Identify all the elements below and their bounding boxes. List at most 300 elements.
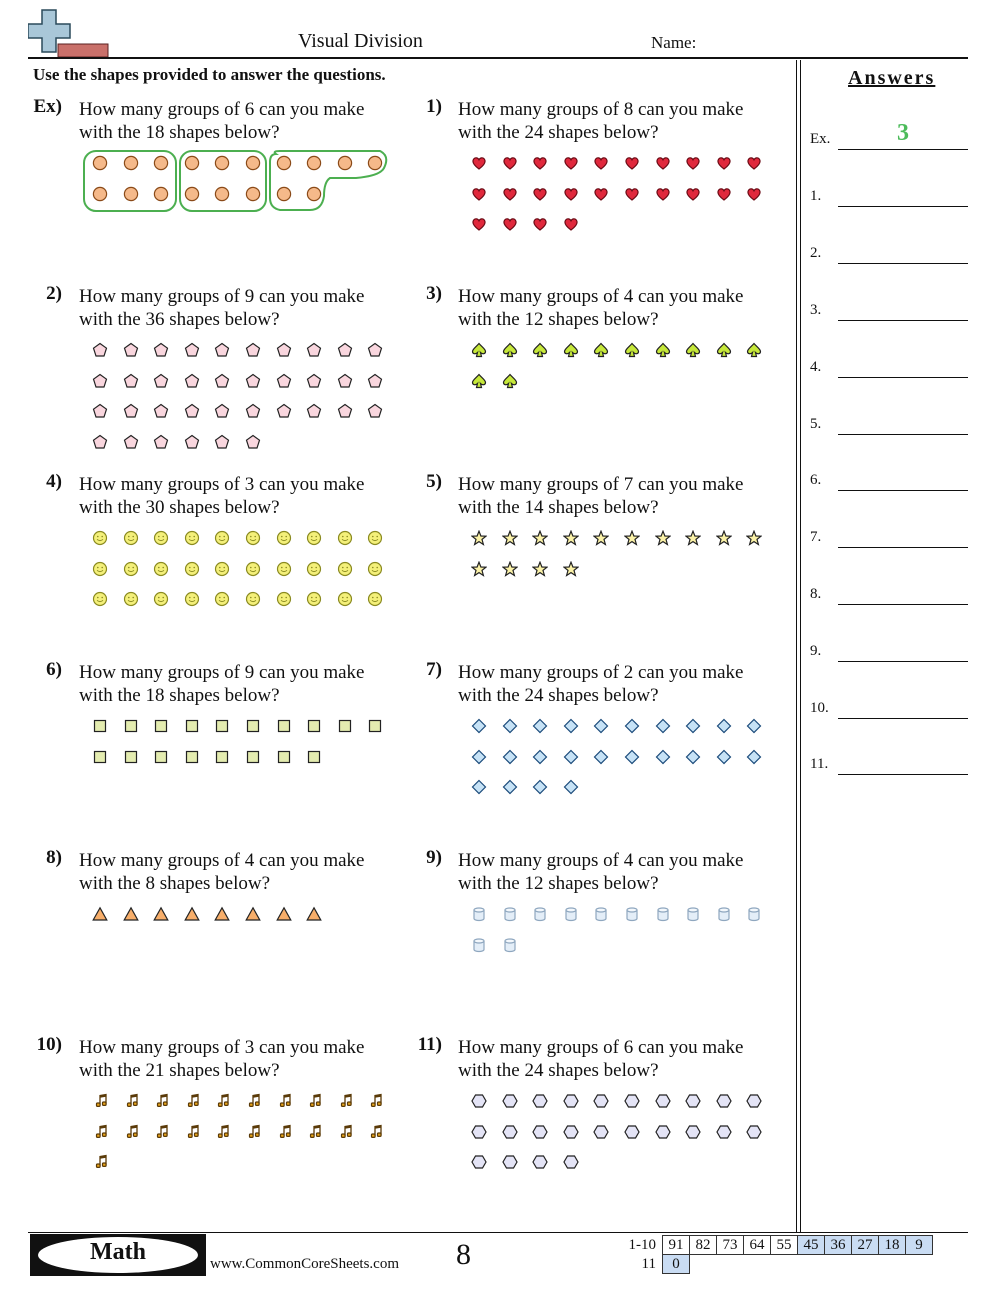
spade-icon — [502, 342, 518, 363]
pentagon-icon — [153, 373, 169, 394]
diamond-icon — [563, 749, 579, 770]
heart-icon — [532, 186, 548, 207]
heart-icon — [746, 155, 762, 176]
smiley-icon — [184, 591, 200, 612]
pentagon-icon — [367, 373, 383, 394]
heart-icon — [532, 155, 548, 176]
smiley-icon — [276, 591, 292, 612]
key-row-1 — [596, 1236, 933, 1255]
answer-field[interactable] — [838, 490, 968, 491]
answer-row — [810, 575, 968, 605]
star-icon — [502, 561, 518, 582]
note-icon — [337, 1093, 353, 1114]
logo — [28, 8, 112, 60]
heart-icon — [563, 216, 579, 237]
spade-icon — [685, 342, 701, 363]
question-line-1: How many groups of 3 can you make — [79, 1037, 365, 1058]
heart-icon — [716, 186, 732, 207]
square-icon — [214, 718, 230, 739]
star-icon — [471, 561, 487, 582]
question-line-2: with the 24 shapes below? — [458, 122, 659, 143]
star-icon — [532, 561, 548, 582]
question-text — [458, 473, 778, 519]
hexagon-icon — [471, 1093, 487, 1114]
question-line-2: with the 30 shapes below? — [79, 497, 280, 518]
pentagon-icon — [367, 342, 383, 363]
heart-icon — [502, 155, 518, 176]
hexagon-icon — [593, 1124, 609, 1145]
diamond-icon — [502, 749, 518, 770]
key-row-2-label: 11 — [641, 1255, 656, 1272]
question-line-2: with the 24 shapes below? — [458, 1060, 659, 1081]
diamond-icon — [471, 749, 487, 770]
smiley-icon — [245, 591, 261, 612]
footer-url: www.CommonCoreSheets.com — [210, 1256, 400, 1272]
question-text — [79, 98, 399, 144]
question-line-2: with the 36 shapes below? — [79, 309, 280, 330]
question-text — [458, 98, 778, 144]
smiley-icon — [153, 561, 169, 582]
diamond-icon — [563, 779, 579, 800]
pentagon-icon — [337, 342, 353, 363]
hexagon-icon — [563, 1124, 579, 1145]
diamond-icon — [685, 749, 701, 770]
smiley-icon — [92, 530, 108, 551]
smiley-icon — [92, 561, 108, 582]
note-icon — [153, 1093, 169, 1114]
smiley-icon — [276, 530, 292, 551]
heart-icon — [471, 216, 487, 237]
spade-icon — [624, 342, 640, 363]
answer-label: 8. — [810, 586, 822, 602]
square-icon — [184, 718, 200, 739]
instructions: Use the shapes provided to answer the questions. — [33, 65, 386, 84]
key-cell: 55 — [771, 1236, 798, 1255]
square-icon — [337, 718, 353, 739]
question-line-1: How many groups of 7 can you make — [458, 474, 744, 495]
answer-field[interactable] — [838, 206, 968, 207]
diamond-icon — [502, 718, 518, 739]
answer-row — [810, 518, 968, 548]
heart-icon — [716, 155, 732, 176]
footer-rule — [28, 1232, 968, 1233]
page-number: 8 — [456, 1238, 471, 1271]
pentagon-icon — [92, 434, 108, 455]
pentagon-icon — [184, 434, 200, 455]
answer-field[interactable] — [838, 120, 968, 150]
question-text — [79, 849, 399, 895]
triangle-icon — [92, 906, 108, 927]
heart-icon — [685, 186, 701, 207]
spade-icon — [471, 342, 487, 363]
pentagon-icon — [276, 403, 292, 424]
triangle-icon — [123, 906, 139, 927]
pentagon-icon — [92, 403, 108, 424]
question-line-2: with the 12 shapes below? — [458, 873, 659, 894]
hexagon-icon — [532, 1154, 548, 1175]
square-icon — [184, 749, 200, 770]
answer-field[interactable] — [838, 547, 968, 548]
pentagon-icon — [184, 373, 200, 394]
question-line-2: with the 21 shapes below? — [79, 1060, 280, 1081]
diamond-icon — [624, 749, 640, 770]
answer-field[interactable] — [838, 377, 968, 378]
cylinder-icon — [685, 906, 701, 927]
square-icon — [153, 718, 169, 739]
question-line-1: How many groups of 3 can you make — [79, 474, 365, 495]
smiley-icon — [123, 530, 139, 551]
diamond-icon — [471, 718, 487, 739]
pentagon-icon — [92, 373, 108, 394]
answer-label: 5. — [810, 416, 822, 432]
answer-field[interactable] — [838, 604, 968, 605]
heart-icon — [502, 216, 518, 237]
pentagon-icon — [245, 403, 261, 424]
cylinder-icon — [502, 937, 518, 958]
question-line-1: How many groups of 6 can you make — [458, 1037, 744, 1058]
key-cell: 45 — [798, 1236, 825, 1255]
page-title: Visual Division — [298, 30, 423, 52]
question-text — [458, 285, 778, 331]
diamond-icon — [471, 779, 487, 800]
cylinder-icon — [532, 906, 548, 927]
note-icon — [184, 1093, 200, 1114]
smiley-icon — [123, 561, 139, 582]
smiley-icon — [306, 530, 322, 551]
spade-icon — [563, 342, 579, 363]
pentagon-icon — [306, 403, 322, 424]
star-icon — [746, 530, 762, 551]
key-cell: 18 — [879, 1236, 906, 1255]
hexagon-icon — [471, 1124, 487, 1145]
pentagon-icon — [123, 434, 139, 455]
answer-label: 2. — [810, 245, 822, 261]
diamond-icon — [532, 749, 548, 770]
question-line-2: with the 12 shapes below? — [458, 309, 659, 330]
answer-label: 1. — [810, 188, 822, 204]
pentagon-icon — [337, 403, 353, 424]
answer-label: 3. — [810, 302, 822, 318]
square-icon — [276, 718, 292, 739]
hexagon-icon — [624, 1124, 640, 1145]
star-icon — [685, 530, 701, 551]
key-cell: 73 — [717, 1236, 744, 1255]
question-number: Ex) — [33, 96, 62, 117]
heart-icon — [685, 155, 701, 176]
triangle-icon — [214, 906, 230, 927]
question-number: 6) — [46, 659, 62, 680]
hexagon-icon — [502, 1154, 518, 1175]
star-icon — [655, 530, 671, 551]
hexagon-icon — [502, 1124, 518, 1145]
hexagon-icon — [716, 1093, 732, 1114]
note-icon — [153, 1124, 169, 1145]
pentagon-icon — [367, 403, 383, 424]
key-cell: 0 — [663, 1255, 690, 1274]
answer-column-divider — [796, 60, 797, 1232]
spade-icon — [532, 342, 548, 363]
note-icon — [92, 1093, 108, 1114]
diamond-icon — [685, 718, 701, 739]
smiley-icon — [214, 591, 230, 612]
smiley-icon — [306, 591, 322, 612]
pentagon-icon — [214, 342, 230, 363]
square-icon — [123, 749, 139, 770]
square-icon — [92, 749, 108, 770]
question-line-2: with the 18 shapes below? — [79, 122, 280, 143]
header-rule — [28, 57, 968, 59]
answer-field[interactable] — [838, 434, 968, 435]
question-text — [79, 1036, 399, 1082]
star-icon — [471, 530, 487, 551]
answer-label: 11. — [810, 756, 829, 772]
diamond-icon — [716, 749, 732, 770]
answer-row — [810, 177, 968, 207]
question-line-2: with the 24 shapes below? — [458, 685, 659, 706]
answer-field[interactable] — [838, 774, 968, 775]
note-icon — [306, 1093, 322, 1114]
pentagon-icon — [306, 373, 322, 394]
cylinder-icon — [624, 906, 640, 927]
note-icon — [123, 1124, 139, 1145]
hexagon-icon — [685, 1124, 701, 1145]
hexagon-icon — [624, 1093, 640, 1114]
star-icon — [716, 530, 732, 551]
pentagon-icon — [214, 434, 230, 455]
hexagon-icon — [502, 1093, 518, 1114]
key-cell: 27 — [852, 1236, 879, 1255]
note-icon — [337, 1124, 353, 1145]
square-icon — [367, 718, 383, 739]
pentagon-icon — [184, 403, 200, 424]
name-label: Name: — [651, 33, 697, 52]
question-line-1: How many groups of 9 can you make — [79, 286, 365, 307]
example-group-outlines — [80, 148, 400, 218]
diamond-icon — [593, 718, 609, 739]
diamond-icon — [746, 749, 762, 770]
heart-icon — [471, 155, 487, 176]
key-cell: 64 — [744, 1236, 771, 1255]
question-line-2: with the 8 shapes below? — [79, 873, 271, 894]
hexagon-icon — [716, 1124, 732, 1145]
spade-icon — [593, 342, 609, 363]
hexagon-icon — [563, 1093, 579, 1114]
answer-field[interactable] — [838, 320, 968, 321]
answer-row — [810, 632, 968, 662]
answer-value: 3 — [897, 120, 909, 146]
question-number: 4) — [46, 471, 62, 492]
note-icon — [123, 1093, 139, 1114]
square-icon — [123, 718, 139, 739]
smiley-icon — [214, 561, 230, 582]
answer-field[interactable] — [838, 718, 968, 719]
pentagon-icon — [214, 403, 230, 424]
smiley-icon — [214, 530, 230, 551]
hexagon-icon — [746, 1124, 762, 1145]
answer-label: 4. — [810, 359, 822, 375]
hexagon-icon — [532, 1093, 548, 1114]
heart-icon — [563, 155, 579, 176]
heart-icon — [563, 186, 579, 207]
question-text — [79, 473, 399, 519]
question-number: 8) — [46, 847, 62, 868]
square-icon — [306, 749, 322, 770]
question-number: 7) — [426, 659, 442, 680]
answer-field[interactable] — [838, 263, 968, 264]
question-text — [79, 285, 399, 331]
smiley-icon — [92, 591, 108, 612]
smiley-icon — [184, 530, 200, 551]
cylinder-icon — [471, 906, 487, 927]
note-icon — [367, 1124, 383, 1145]
cylinder-icon — [716, 906, 732, 927]
math-badge-label: Math — [90, 1239, 146, 1265]
answer-row — [810, 348, 968, 378]
pentagon-icon — [123, 373, 139, 394]
diamond-icon — [502, 779, 518, 800]
heart-icon — [471, 186, 487, 207]
question-number: 11) — [417, 1034, 442, 1055]
diamond-icon — [655, 749, 671, 770]
question-number: 10) — [36, 1034, 62, 1055]
smiley-icon — [153, 591, 169, 612]
answer-label: 10. — [810, 700, 829, 716]
square-icon — [276, 749, 292, 770]
hexagon-icon — [471, 1154, 487, 1175]
smiley-icon — [337, 530, 353, 551]
answer-row — [810, 120, 968, 150]
question-number: 3) — [426, 283, 442, 304]
cylinder-icon — [502, 906, 518, 927]
smiley-icon — [367, 591, 383, 612]
note-icon — [214, 1093, 230, 1114]
note-icon — [306, 1124, 322, 1145]
triangle-icon — [245, 906, 261, 927]
hexagon-icon — [593, 1093, 609, 1114]
answer-label: 7. — [810, 529, 822, 545]
key-cell: 82 — [690, 1236, 717, 1255]
pentagon-icon — [306, 342, 322, 363]
cylinder-icon — [655, 906, 671, 927]
diamond-icon — [532, 718, 548, 739]
heart-icon — [593, 186, 609, 207]
key-row-1-label: 1-10 — [628, 1236, 656, 1253]
answer-row — [810, 745, 968, 775]
heart-icon — [502, 186, 518, 207]
smiley-icon — [276, 561, 292, 582]
star-icon — [502, 530, 518, 551]
heart-icon — [655, 186, 671, 207]
star-icon — [563, 561, 579, 582]
diamond-icon — [746, 718, 762, 739]
answer-label: 6. — [810, 472, 822, 488]
smiley-icon — [367, 561, 383, 582]
key-cell: 36 — [825, 1236, 852, 1255]
pentagon-icon — [123, 403, 139, 424]
note-icon — [276, 1093, 292, 1114]
answer-row — [810, 291, 968, 321]
hexagon-icon — [685, 1093, 701, 1114]
pentagon-icon — [92, 342, 108, 363]
square-icon — [153, 749, 169, 770]
question-line-2: with the 18 shapes below? — [79, 685, 280, 706]
smiley-icon — [153, 530, 169, 551]
diamond-icon — [655, 718, 671, 739]
smiley-icon — [245, 530, 261, 551]
diamond-icon — [563, 718, 579, 739]
pentagon-icon — [245, 373, 261, 394]
note-icon — [367, 1093, 383, 1114]
answers-title: Answers — [848, 67, 936, 89]
heart-icon — [746, 186, 762, 207]
answer-field[interactable] — [838, 661, 968, 662]
pentagon-icon — [153, 434, 169, 455]
hexagon-icon — [563, 1154, 579, 1175]
pentagon-icon — [245, 342, 261, 363]
question-text — [79, 661, 399, 707]
answer-row — [810, 405, 968, 435]
key-cell: 91 — [663, 1236, 690, 1255]
triangle-icon — [184, 906, 200, 927]
key-row-2 — [596, 1255, 933, 1274]
question-line-1: How many groups of 9 can you make — [79, 662, 365, 683]
question-line-1: How many groups of 4 can you make — [458, 286, 744, 307]
cylinder-icon — [593, 906, 609, 927]
question-line-1: How many groups of 4 can you make — [79, 850, 365, 871]
smiley-icon — [184, 561, 200, 582]
question-number: 5) — [426, 471, 442, 492]
question-line-1: How many groups of 8 can you make — [458, 99, 744, 120]
square-icon — [245, 749, 261, 770]
question-line-2: with the 14 shapes below? — [458, 497, 659, 518]
smiley-icon — [337, 561, 353, 582]
spade-icon — [746, 342, 762, 363]
note-icon — [245, 1124, 261, 1145]
pentagon-icon — [337, 373, 353, 394]
note-icon — [184, 1124, 200, 1145]
square-icon — [306, 718, 322, 739]
answer-column-divider-inner — [800, 60, 801, 1232]
hexagon-icon — [655, 1124, 671, 1145]
smiley-icon — [367, 530, 383, 551]
diamond-icon — [532, 779, 548, 800]
question-line-1: How many groups of 4 can you make — [458, 850, 744, 871]
spade-icon — [716, 342, 732, 363]
hexagon-icon — [655, 1093, 671, 1114]
math-badge — [30, 1234, 206, 1276]
spade-icon — [502, 373, 518, 394]
star-icon — [593, 530, 609, 551]
triangle-icon — [153, 906, 169, 927]
triangle-icon — [276, 906, 292, 927]
heart-icon — [624, 186, 640, 207]
star-icon — [624, 530, 640, 551]
smiley-icon — [245, 561, 261, 582]
question-text — [458, 849, 778, 895]
triangle-icon — [306, 906, 322, 927]
pentagon-icon — [276, 373, 292, 394]
star-icon — [563, 530, 579, 551]
pentagon-icon — [153, 342, 169, 363]
answer-label: 9. — [810, 643, 822, 659]
question-text — [458, 661, 778, 707]
diamond-icon — [716, 718, 732, 739]
smiley-icon — [306, 561, 322, 582]
question-line-1: How many groups of 2 can you make — [458, 662, 744, 683]
square-icon — [245, 718, 261, 739]
answer-label: Ex. — [810, 131, 831, 147]
pentagon-icon — [153, 403, 169, 424]
